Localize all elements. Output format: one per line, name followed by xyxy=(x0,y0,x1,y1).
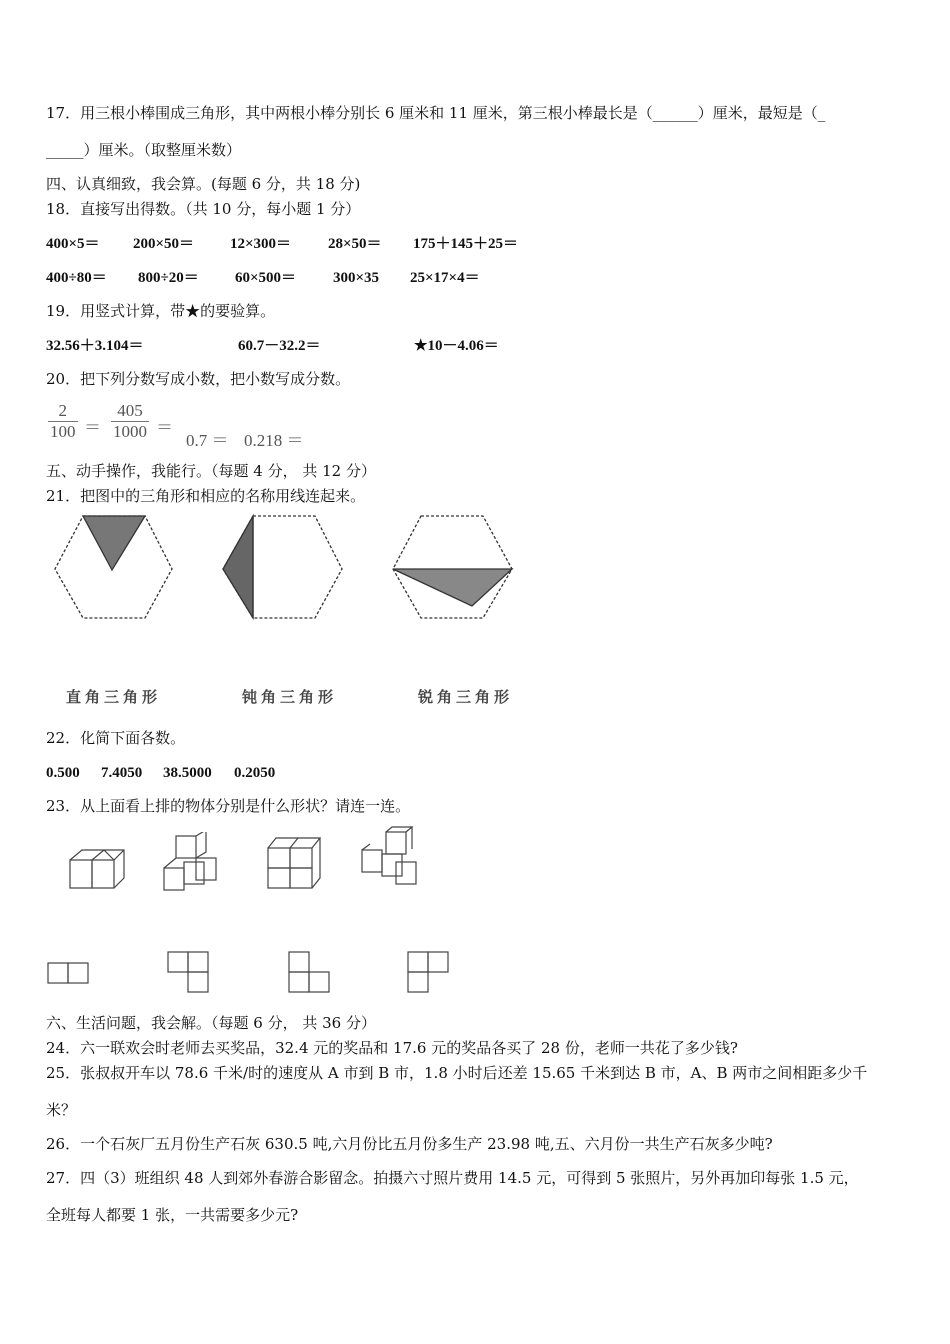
cube-object-3 xyxy=(262,834,324,892)
top-view-shape-4 xyxy=(404,950,454,996)
equals-sign: ＝ xyxy=(84,418,101,437)
label-acute-triangle: 锐角三角形 xyxy=(418,688,514,706)
q18-expr: 300×35 xyxy=(333,270,380,286)
label-obtuse-triangle: 钝角三角形 xyxy=(242,688,338,706)
q18-expr: 60×500＝ xyxy=(235,270,297,286)
q18-expr: 12×300＝ xyxy=(230,236,292,252)
q22-number: 38.5000 xyxy=(163,765,212,781)
section-4-heading: 四、认真细致，我会算。(每题 6 分，共 18 分) xyxy=(46,175,361,193)
q19-title: 19．用竖式计算，带★的要验算。 xyxy=(46,302,276,320)
fraction-405-1000 xyxy=(111,401,149,442)
equals-sign: ＝ xyxy=(156,418,173,437)
q25-line2: 米？ xyxy=(46,1101,77,1119)
q21-title: 21．把图中的三角形和相应的名称用线连起来。 xyxy=(46,487,366,505)
fraction-denominator: 1000 xyxy=(113,422,147,441)
q18-expr: 800÷20＝ xyxy=(138,270,199,286)
hexagon-figure-2 xyxy=(218,512,346,622)
q19-row xyxy=(46,335,499,356)
q18-title: 18．直接写出得数。（共 10 分，每小题 1 分） xyxy=(46,200,361,218)
q22-title: 22．化简下面各数。 xyxy=(46,729,186,747)
q17-line2: _____）厘米。（取整厘米数） xyxy=(46,141,242,159)
q18-expr: 28×50＝ xyxy=(328,236,382,252)
fraction-numerator: 2 xyxy=(58,401,67,420)
q22-row xyxy=(46,762,275,783)
cube-object-1 xyxy=(66,842,128,892)
top-view-shape-1 xyxy=(46,960,92,986)
section-6-heading: 六、生活问题，我会解。（每题 6 分， 共 36 分） xyxy=(46,1014,376,1032)
q22-number: 7.4050 xyxy=(101,765,143,781)
q27-line2: 全班每人都要 1 张，一共需要多少元? xyxy=(46,1206,299,1224)
q22-number: 0.2050 xyxy=(234,765,276,781)
q18-expr: 200×50＝ xyxy=(133,236,195,252)
fraction-2-100 xyxy=(48,401,78,442)
q18-expr: 175＋145＋25＝ xyxy=(413,236,519,252)
q17-line1: 17．用三根小棒围成三角形，其中两根小棒分别长 6 厘米和 11 厘米，第三根小棒最长是（______）厘米，最短是（_ xyxy=(46,104,826,122)
q26: 26．一个石灰厂五月份生产石灰 630.5 吨,六月份比五月份多生产 23.98 吨,五、六月份一共生产石灰多少吨? xyxy=(46,1135,773,1153)
hexagon-figure-3 xyxy=(388,512,516,622)
q22-number: 0.500 xyxy=(46,765,80,781)
q18-expr: 25×17×4＝ xyxy=(410,270,480,286)
fraction-numerator: 405 xyxy=(117,401,143,420)
top-view-shape-3 xyxy=(285,950,333,996)
decimal-0-7: 0.7 ＝ xyxy=(186,431,229,450)
decimal-0-218: 0.218 ＝ xyxy=(244,431,304,450)
q19-expr: ★10－4.06＝ xyxy=(414,338,499,354)
top-view-shape-2 xyxy=(164,950,212,996)
q23-title: 23．从上面看上排的物体分别是什么形状？请连一连。 xyxy=(46,797,411,815)
q19-expr: 32.56＋3.104＝ xyxy=(46,338,144,354)
q18-expr: 400÷80＝ xyxy=(46,270,107,286)
q27-line1: 27．四（3）班组织 48 人到郊外春游合影留念。拍摄六寸照片费用 14.5 元，可得到 5 张照片，另外再加印每张 1.5 元， xyxy=(46,1169,859,1187)
hexagon-figure-1 xyxy=(50,512,176,622)
q18-row2 xyxy=(46,267,480,288)
cube-object-4 xyxy=(356,826,422,890)
q25-line1: 25．张叔叔开车以 78.6 千米/时的速度从 A 市到 B 市，1.8 小时后还差 15.65 千米到达 B 市，A、B 两市之间相距多少千 xyxy=(46,1064,868,1082)
q18-expr: 400×5＝ xyxy=(46,236,100,252)
section-5-heading: 五、动手操作，我能行。（每题 4 分， 共 12 分） xyxy=(46,462,376,480)
q20-title: 20．把下列分数写成小数，把小数写成分数。 xyxy=(46,370,351,388)
q19-expr: 60.7－32.2＝ xyxy=(238,338,321,354)
q24: 24．六一联欢会时老师去买奖品，32.4 元的奖品和 17.6 元的奖品各买了 28 份，老师一共花了多少钱? xyxy=(46,1039,738,1057)
fraction-denominator: 100 xyxy=(50,422,76,441)
label-right-triangle: 直角三角形 xyxy=(66,688,162,706)
cube-object-2 xyxy=(160,832,224,894)
q18-row1 xyxy=(46,233,518,254)
